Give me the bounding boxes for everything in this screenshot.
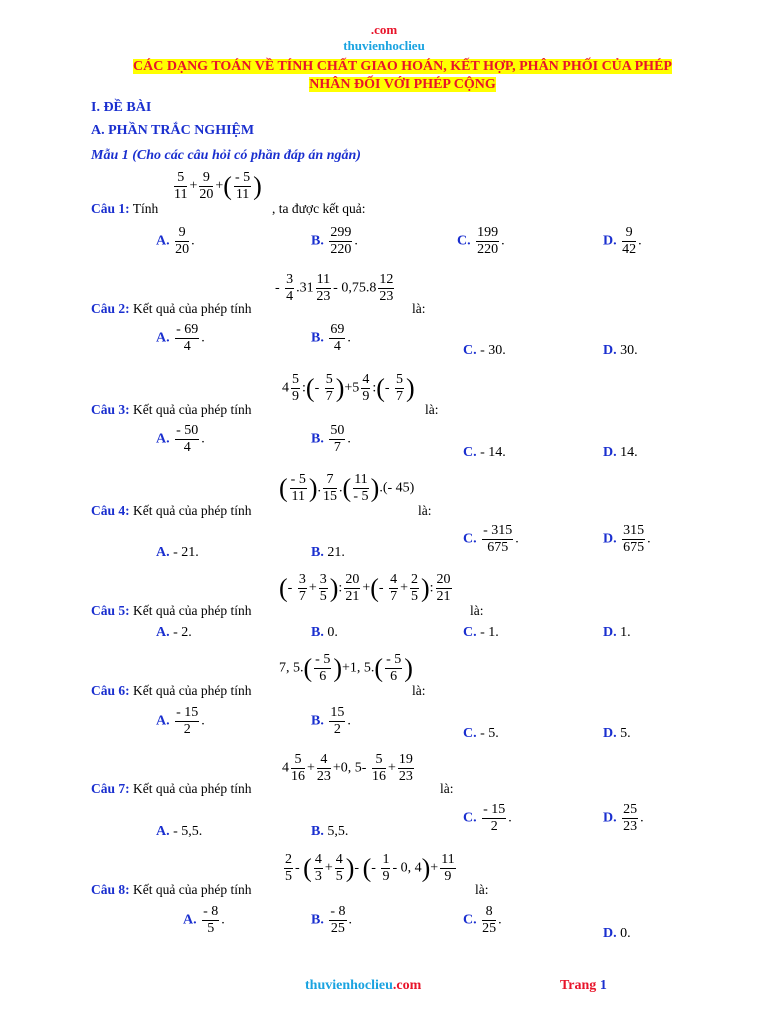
q2-option-c[interactable]: C. - 30. <box>463 343 506 358</box>
q7 <box>91 781 251 797</box>
q2-after: là: <box>412 301 426 316</box>
q6-option-a[interactable]: A. $\frac{- 15}{2}$ . <box>156 705 205 737</box>
q5-option-c[interactable]: C. - 1. <box>463 625 499 640</box>
footer-site: thuvienhoclieu.com <box>305 978 422 993</box>
q4-option-b[interactable]: B. 21. <box>311 545 345 560</box>
q1-option-a[interactable]: A. $\frac{9}{20}$ . <box>156 225 195 257</box>
q8-label: Câu 8: <box>91 882 130 897</box>
q5-after: là: <box>470 603 484 618</box>
q8-after: là: <box>475 882 489 897</box>
q2-label: Câu 2: <box>91 301 130 316</box>
q4-after: là: <box>418 503 432 518</box>
q5-option-d[interactable]: D. 1. <box>603 625 631 640</box>
q3-label: Câu 3: <box>91 402 130 417</box>
q8-option-b[interactable]: B. $\frac{- 8}{25}$ . <box>311 904 353 936</box>
q2-expression: - $\frac{3}{4}$ .31 $\frac{11}{23}$ - 0,75.8 $\frac{12}{23}$ <box>275 272 394 304</box>
q7-option-d[interactable]: D. $\frac{25}{23}$ . <box>603 802 644 834</box>
q8-option-c[interactable]: C. $\frac{8}{25}$ . <box>463 904 502 936</box>
q5-label: Câu 5: <box>91 603 130 618</box>
section-heading: I. ĐỀ BÀI <box>91 100 152 115</box>
q6-after: là: <box>412 683 426 698</box>
title-line-2: NHÂN ĐỐI VỚI PHÉP CỘNG <box>309 77 496 92</box>
q8-expression: $\frac{2}{5}$ - ( $\frac{4}{3}$ + $\frac{4}{5}$ )- (- $\frac{1}{9}$ - 0, 4)+ $\frac{11}{9}$ <box>285 852 455 884</box>
q4 <box>91 503 251 519</box>
q3 <box>91 402 251 418</box>
q6 <box>91 683 251 699</box>
q6-expression: 7, 5.( $\frac{- 5}{6}$ )+1, 5.( $\frac{- 5}{6}$ ) <box>279 652 413 684</box>
q3-option-d[interactable]: D. 14. <box>603 445 638 460</box>
q2-option-b[interactable]: B. $\frac{69}{4}$ . <box>311 322 351 354</box>
q1-option-d[interactable]: D. $\frac{9}{42}$ . <box>603 225 642 257</box>
q7-after: là: <box>440 781 454 796</box>
q5-option-a[interactable]: A. - 2. <box>156 625 192 640</box>
q5 <box>91 603 251 619</box>
q8-option-d[interactable]: D. 0. <box>603 926 631 941</box>
page-title <box>95 58 710 94</box>
q1-option-c[interactable]: C. $\frac{199}{220}$ . <box>457 225 505 257</box>
q4-expression: ( $\frac{- 5}{11}$ ). $\frac{7}{15}$ .( $\frac{11}{- 5}$ ).(- 45) <box>279 472 415 504</box>
q4-text: Kết quả của phép tính <box>133 503 252 518</box>
q3-option-c[interactable]: C. - 14. <box>463 445 506 460</box>
q7-expression: 4 $\frac{5}{16}$ + $\frac{4}{23}$ +0, 5- $\frac{5}{16}$ + $\frac{19}{23}$ <box>282 752 413 784</box>
subsection-heading: A. PHẦN TRẮC NGHIỆM <box>91 123 255 138</box>
header-site: thuvienhoclieu <box>343 38 425 53</box>
q4-option-d[interactable]: D. $\frac{315}{675}$ . <box>603 523 651 555</box>
q2 <box>91 301 251 317</box>
q5-expression: (- $\frac{3}{7}$ + $\frac{3}{5}$ ): $\frac{20}{21}$ +(- $\frac{4}{7}$ + $\frac{2}{5}$ ): $\frac{20}{21}$ <box>279 572 451 604</box>
q7-option-b[interactable]: B. 5,5. <box>311 824 349 839</box>
q1-after: , ta được kết quả: <box>272 201 366 216</box>
q6-label: Câu 6: <box>91 683 130 698</box>
q7-label: Câu 7: <box>91 781 130 796</box>
q6-text: Kết quả của phép tính <box>133 683 252 698</box>
footer-page: Trang 1 <box>560 978 607 993</box>
q2-option-d[interactable]: D. 30. <box>603 343 638 358</box>
header-com: .com <box>370 22 398 37</box>
q2-text: Kết quả của phép tính <box>133 301 252 316</box>
q7-option-a[interactable]: A. - 5,5. <box>156 824 203 839</box>
q5-option-b[interactable]: B. 0. <box>311 625 338 640</box>
q1-expression: $\frac{5}{11}$ + $\frac{9}{20}$ +( $\frac{- 5}{11}$ ) <box>174 170 262 202</box>
q4-option-c[interactable]: C. $\frac{- 315}{675}$ . <box>463 523 519 555</box>
title-line-1: CÁC DẠNG TOÁN VỀ TÍNH CHẤT GIAO HOÁN, KẾT HỢP, PHÂN PHỐI CỦA PHÉP <box>133 59 672 74</box>
q6-option-d[interactable]: D. 5. <box>603 726 631 741</box>
q3-after: là: <box>425 402 439 417</box>
q6-option-c[interactable]: C. - 5. <box>463 726 499 741</box>
q8-option-a[interactable]: A. $\frac{- 8}{5}$ . <box>183 904 225 936</box>
q1-option-b[interactable]: B. $\frac{299}{220}$ . <box>311 225 358 257</box>
q4-label: Câu 4: <box>91 503 130 518</box>
q7-option-c[interactable]: C. $\frac{- 15}{2}$ . <box>463 802 512 834</box>
q3-option-a[interactable]: A. $\frac{- 50}{4}$ . <box>156 423 205 455</box>
q4-option-a[interactable]: A. - 21. <box>156 545 199 560</box>
q1 <box>91 201 158 217</box>
template-note: Mẫu 1 (Cho các câu hỏi có phần đáp án ngắn) <box>91 148 361 163</box>
q3-expression: 4 $\frac{5}{9}$ :(- $\frac{5}{7}$ )+5 $\frac{4}{9}$ :(- $\frac{5}{7}$ ) <box>282 372 415 404</box>
q1-label: Câu 1: <box>91 201 130 216</box>
q5-text: Kết quả của phép tính <box>133 603 252 618</box>
q6-option-b[interactable]: B. $\frac{15}{2}$ . <box>311 705 351 737</box>
q2-option-a[interactable]: A. $\frac{- 69}{4}$ . <box>156 322 205 354</box>
q3-text: Kết quả của phép tính <box>133 402 252 417</box>
q1-text: Tính <box>132 201 159 216</box>
q7-text: Kết quả của phép tính <box>133 781 252 796</box>
q3-option-b[interactable]: B. $\frac{50}{7}$ . <box>311 423 351 455</box>
q8 <box>91 882 251 898</box>
q8-text: Kết quả của phép tính <box>133 882 252 897</box>
